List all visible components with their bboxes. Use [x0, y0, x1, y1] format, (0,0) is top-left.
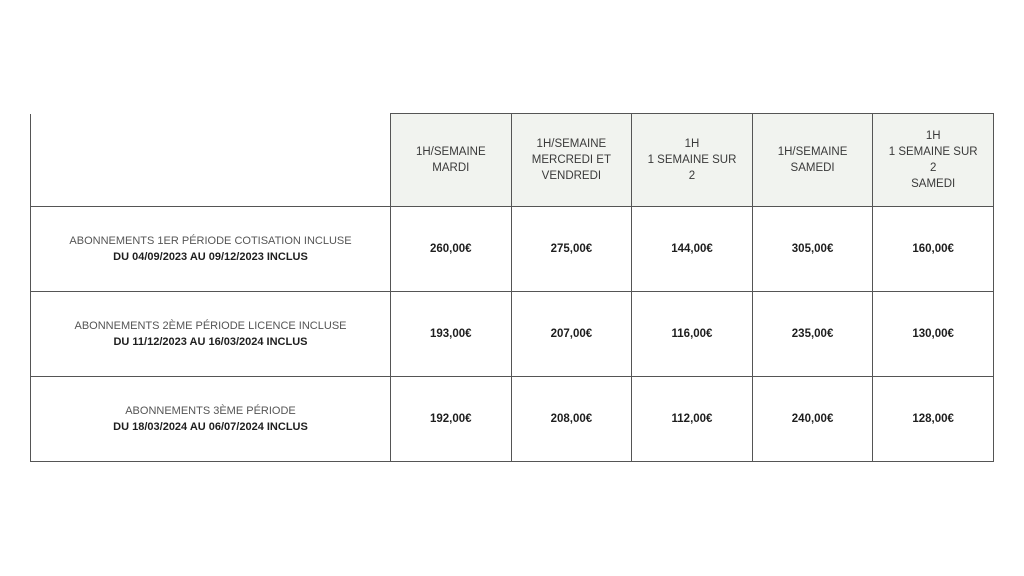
row-dates: DU 18/03/2024 AU 06/07/2024 INCLUS: [113, 421, 308, 433]
column-header-one-week-of-two-samedi: [873, 114, 994, 207]
table-row: [31, 377, 994, 462]
row-label: [31, 207, 391, 292]
header-line: 1H/SEMAINE: [415, 146, 486, 158]
pricing-table: [30, 113, 994, 462]
header-line: 1 SEMAINE SUR: [888, 146, 978, 158]
header-line: 1 SEMAINE SUR: [647, 154, 737, 166]
price-cell: 112,00€: [632, 377, 753, 462]
column-header-mercredi-vendredi: [511, 114, 632, 207]
price-cell: 207,00€: [511, 292, 632, 377]
column-header-mardi: [391, 114, 512, 207]
price-cell: 275,00€: [511, 207, 632, 292]
column-header-samedi: [752, 114, 873, 207]
row-title: ABONNEMENTS 1ER PÉRIODE COTISATION INCLUSE: [69, 235, 352, 247]
header-line: MARDI: [432, 162, 470, 174]
header-line: 2: [929, 162, 937, 174]
header-line: 1H: [684, 138, 700, 150]
price-cell: 144,00€: [632, 207, 753, 292]
empty-corner-cell: [31, 114, 391, 207]
price-cell: 305,00€: [752, 207, 873, 292]
column-header-one-week-of-two: [632, 114, 753, 207]
row-label: [31, 377, 391, 462]
header-line: MERCREDI ET: [531, 154, 611, 166]
price-cell: 208,00€: [511, 377, 632, 462]
price-cell: 240,00€: [752, 377, 873, 462]
row-title: ABONNEMENTS 3ÈME PÉRIODE: [125, 405, 296, 417]
price-cell: 192,00€: [391, 377, 512, 462]
header-line: VENDREDI: [541, 170, 602, 182]
row-dates: DU 04/09/2023 AU 09/12/2023 INCLUS: [113, 251, 308, 263]
price-cell: 128,00€: [873, 377, 994, 462]
header-line: 1H/SEMAINE: [536, 138, 607, 150]
row-dates: DU 11/12/2023 AU 16/03/2024 INCLUS: [113, 336, 308, 348]
row-label: [31, 292, 391, 377]
header-row: [31, 114, 994, 207]
header-line: 1H/SEMAINE: [777, 146, 848, 158]
row-title: ABONNEMENTS 2ÈME PÉRIODE LICENCE INCLUSE: [74, 320, 347, 332]
price-cell: 130,00€: [873, 292, 994, 377]
price-cell: 193,00€: [391, 292, 512, 377]
price-cell: 260,00€: [391, 207, 512, 292]
header-line: SAMEDI: [911, 178, 956, 190]
price-cell: 160,00€: [873, 207, 994, 292]
table-row: [31, 207, 994, 292]
price-cell: 116,00€: [632, 292, 753, 377]
header-line: SAMEDI: [790, 162, 835, 174]
header-line: 2: [688, 170, 696, 182]
price-cell: 235,00€: [752, 292, 873, 377]
table-row: [31, 292, 994, 377]
header-line: 1H: [925, 130, 941, 142]
